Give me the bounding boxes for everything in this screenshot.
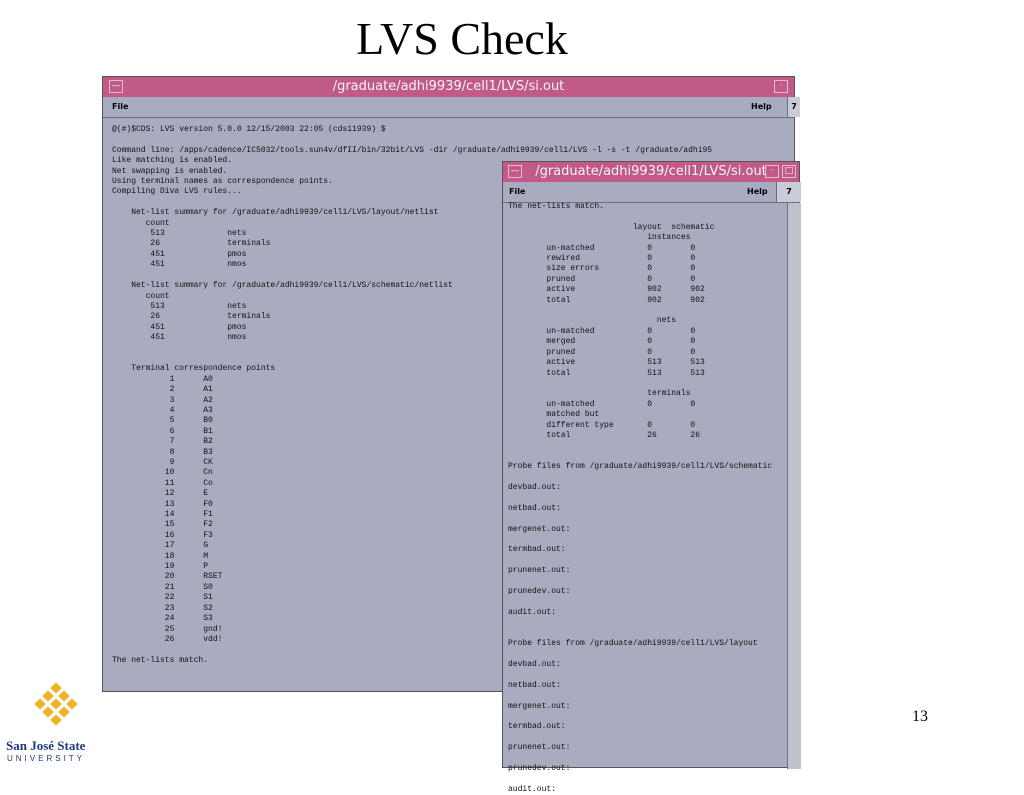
menu-file[interactable]: File [112, 102, 129, 111]
menu-extra[interactable]: 7 [787, 97, 800, 117]
minimize-button[interactable]: · [765, 165, 779, 178]
logo-subtitle: UNIVERSITY [7, 754, 86, 763]
slide-title: LVS Check [356, 13, 568, 64]
menu-bar [503, 182, 799, 203]
menu-file[interactable]: File [509, 187, 526, 196]
menu-help[interactable]: Help [747, 187, 768, 196]
window-title: /graduate/adhi9939/cell1/LVS/si.out [332, 79, 565, 94]
page-number: 13 [912, 708, 928, 725]
log-text: @(#)$CDS: LVS version 5.0.0 12/15/2003 22:05 (cds11939) $ Command line: /apps/cadence/IC5032/tools.sun4v/dfII/bin/32bit/LVS -dir /graduate/adhi9939/cell1/LVS -l -s -t /graduate/adhi95 Like matching is enabled. Net swapping is enabled. Using terminal names as correspondence points. Compiling Diva LVS rules... Net-list summary for /graduate/adhi9939/cell1/LVS/layout/netlist count 513 nets 26 terminals 451 pmos 451 nmos Net-list summary for /graduate/adhi9939/cell1/LVS/schematic/netlist count 513 nets 26 terminals 451 pmos 451 nmos Terminal correspondence points 1 A0 2 A1 3 A2 4 A3 5 B0 6 B1 7 B2 8 B3 9 CK 10 Cn 11 Co 12 E 13 F0 14 F1 15 F2 16 F3 17 G 18 M 19 P 20 RSET 21 S0 22 S1 23 S2 24 S3 25 gnd! 26 vdd! The net-lists match. [112, 125, 713, 665]
menu-help[interactable]: Help [751, 102, 772, 111]
window-title: /graduate/adhi9939/cell1/LVS/si.out [535, 164, 767, 179]
log-text: The net-lists match. layout schematic instances un-matched 0 0 rewired 0 0 size errors 0 0 pruned 0 0 active 902 902 total 902 902 nets un-matched 0 0 merged 0 0 pruned 0 0 active 513 513 total 513 513 terminals un-matched 0 0 matched but different type 0 0 total 26 26 Probe files from /graduate/adhi9939/cell1/LVS/schematic devbad.out: netbad.out: mergenet.out: termbad.out: prunenet.out: prunedev.out: audit.out: Probe files from /graduate/adhi9939/cell1/LVS/layout devbad.out: netbad.out: mergenet.out: termbad.out: prunenet.out: prunedev.out: audit.out: [508, 202, 773, 794]
minimize-button[interactable]: · [774, 80, 788, 93]
menu-bar [103, 97, 797, 118]
menu-extra[interactable]: 7 [776, 182, 801, 202]
window-menu-button[interactable]: — [508, 165, 522, 178]
logo-name: San José State [6, 738, 86, 753]
window-titlebar[interactable] [503, 162, 799, 182]
vertical-scrollbar[interactable] [787, 203, 801, 769]
lvs-output-window-second[interactable] [502, 161, 800, 794]
maximize-button[interactable]: □ [782, 165, 796, 178]
diamond-emblem-icon [34, 682, 77, 725]
window-titlebar[interactable] [103, 77, 794, 97]
window-menu-button[interactable]: — [109, 80, 123, 93]
